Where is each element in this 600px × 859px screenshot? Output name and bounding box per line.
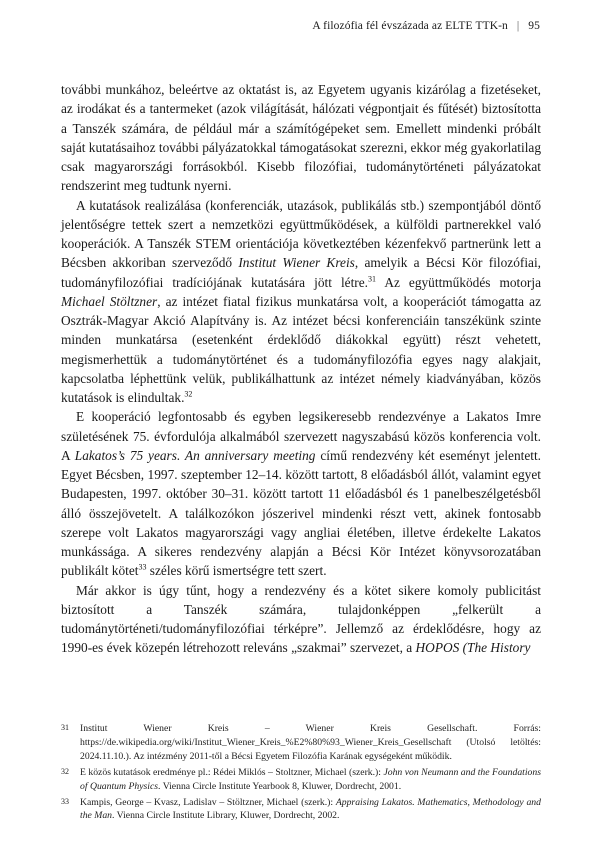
page-number: 95 [528,20,540,32]
p3-text-c: széles körű ismertségre tett szert. [146,563,327,579]
paragraph-2 [61,196,541,408]
footnote-32 [61,766,541,794]
footnote-number: 32 [61,766,69,776]
p4-italic-hopos: HOPOS (The History [415,640,531,656]
p3-text-b: című rendezvény két eseményt jelentett. Egyet Bécsben, 1997. szeptember 12–14. között tartott, 8 előadásból állót, valamint egyet Budapesten, 1997. október 30–31. között tartott 11 előadásból és 1 panelbeszélgetésből álló összejövetelt. A találkozókon jószerivel mindenki részt vett, akinek fontosabb szerepe volt Lakatos magyarországi vagy angliai életében, illetve érdekelte Lakatos munkássága. A sikeres rendezvény alapján a Bécsi Kör Intézet könyvsorozatában publikált kötet [61,447,542,579]
body-text [61,80,541,658]
p3-text-a: E kooperáció legfontosabb és egyben legsikeresebb rendezvénye a Lakatos Imre születésének 75. évfordulója alkalmából szervezett nagyszabású közös konferencia volt. A [61,409,541,463]
paragraph-4 [61,581,541,658]
footnote-number: 33 [61,796,69,806]
footnote-ref-32: 32 [184,389,193,399]
footnote-text: Institut Wiener Kreis – Wiener Kreis Gesellschaft. Forrás: https://de.wikipedia.org/wiki/Institut_Wiener_Kreis_%E2%80%93_Wiener_Kreis_Gesellschaft (Utolsó letöltés: 2024.11.10.). Az intézmény 2011-től a Bécsi Egyetem Filozófia Karának egységeként működik. [80,723,541,762]
running-title: A filozófia fél évszázada az ELTE TTK-n [312,20,508,32]
footnote-text-a: Kampis, George – Kvasz, Ladislav – Stöltzner, Michael (szerk.): [80,796,336,808]
footnote-ref-33: 33 [138,562,147,572]
footnote-text-b: . Vienna Circle Institute Yearbook 8, Kluwer, Dordrecht, 2001. [158,780,402,792]
header-separator: | [516,20,520,32]
footnote-number: 31 [61,723,69,732]
paragraph-1: további munkához, beleértve az oktatást is, az Egyetem ugyanis kizárólag a fizetéseket, az irodákat és a tantermeket (azok világítását, hálózati végpontjait és fűtését) biztosította a Tanszék számára, de például már a számítógépeket sem. Emellett mindenki próbált saját kutatásaihoz további pályázatokkal támogatásokat szerezni, ekkor még gyakorlatilag csak magyarországi forrásokból. Kisebb filozófiai, tudománytörténeti pályázatokat rendszerint meg tudtunk nyerni. [61,82,541,194]
p2-italic-institut: Institut Wiener Kreis [238,255,355,271]
footnote-31 [61,722,541,764]
footnote-italic-title: Appraising Lakatos. Mathematics, Methodology and the Man [80,796,541,822]
footnote-text-b: . Vienna Circle Institute Library, Kluwer, Dordrecht, 2002. [112,810,340,822]
p3-italic-title: Lakatos’s 75 years. An anniversary meeting [74,447,316,463]
running-head [312,20,540,32]
p2-text-b: , amelyik a Bécsi Kör filozófiai, tudományfilozófiai tradíciójának kutatására jött létre. [61,255,541,290]
footnote-text-a: E közös kutatások eredménye pl.: Rédei Miklós – Stoltzner, Michael (szerk.): [80,766,384,778]
paragraph-3 [61,407,541,580]
p2-text-c: Az együttműködés motorja [376,274,542,290]
p4-text-a: Már akkor is úgy tűnt, hogy a rendezvény és a kötet sikere komoly publicitást biztosított a Tanszék számára, tulajdonképpen „felkerült a tudománytörténeti/tudományfilozófiai térképre”. Jellemző az érdeklődésre, hogy az 1990-es évek közepén létrehozott releváns „szakmai” szervezet, a [61,582,541,656]
footnote-ref-31: 31 [368,274,377,284]
p2-text-a: A kutatások realizálása (konferenciák, utazások, publikálás stb.) szempontjából döntő jelentőségre tettek szert a nemzetközi együttműködések, a külföldi partnerekkel való kooperációk. A Tanszék STEM orientációja következtében kézenfekvő partnerünk lett a Bécsben akkoriban szerveződő [61,197,541,271]
footnotes [61,722,541,825]
p2-text-d: , az intézet fiatal fizikus munkatársa volt, a kooperációt támogatta az Osztrák-Magyar Akció Alapítvány is. Az intézet bécsi konferenciáin tanszékünk szinte minden munkatársa (esetenként érdeklődő diákokkal együtt) részt vehetett, megismerhettük a tudománytörténet és a tudományfilozófia egyes nagy alakjait, kapcsolatba léphettünk velük, publikálhattunk az intézet némely kiadványában, közös kutatások is elindultak. [61,293,541,405]
footnote-italic-title: John von Neumann and the Foundations of Quantum Physics [80,766,542,792]
p2-italic-stoltzner: Michael Stöltzner [61,293,158,309]
footnote-33 [61,796,541,824]
